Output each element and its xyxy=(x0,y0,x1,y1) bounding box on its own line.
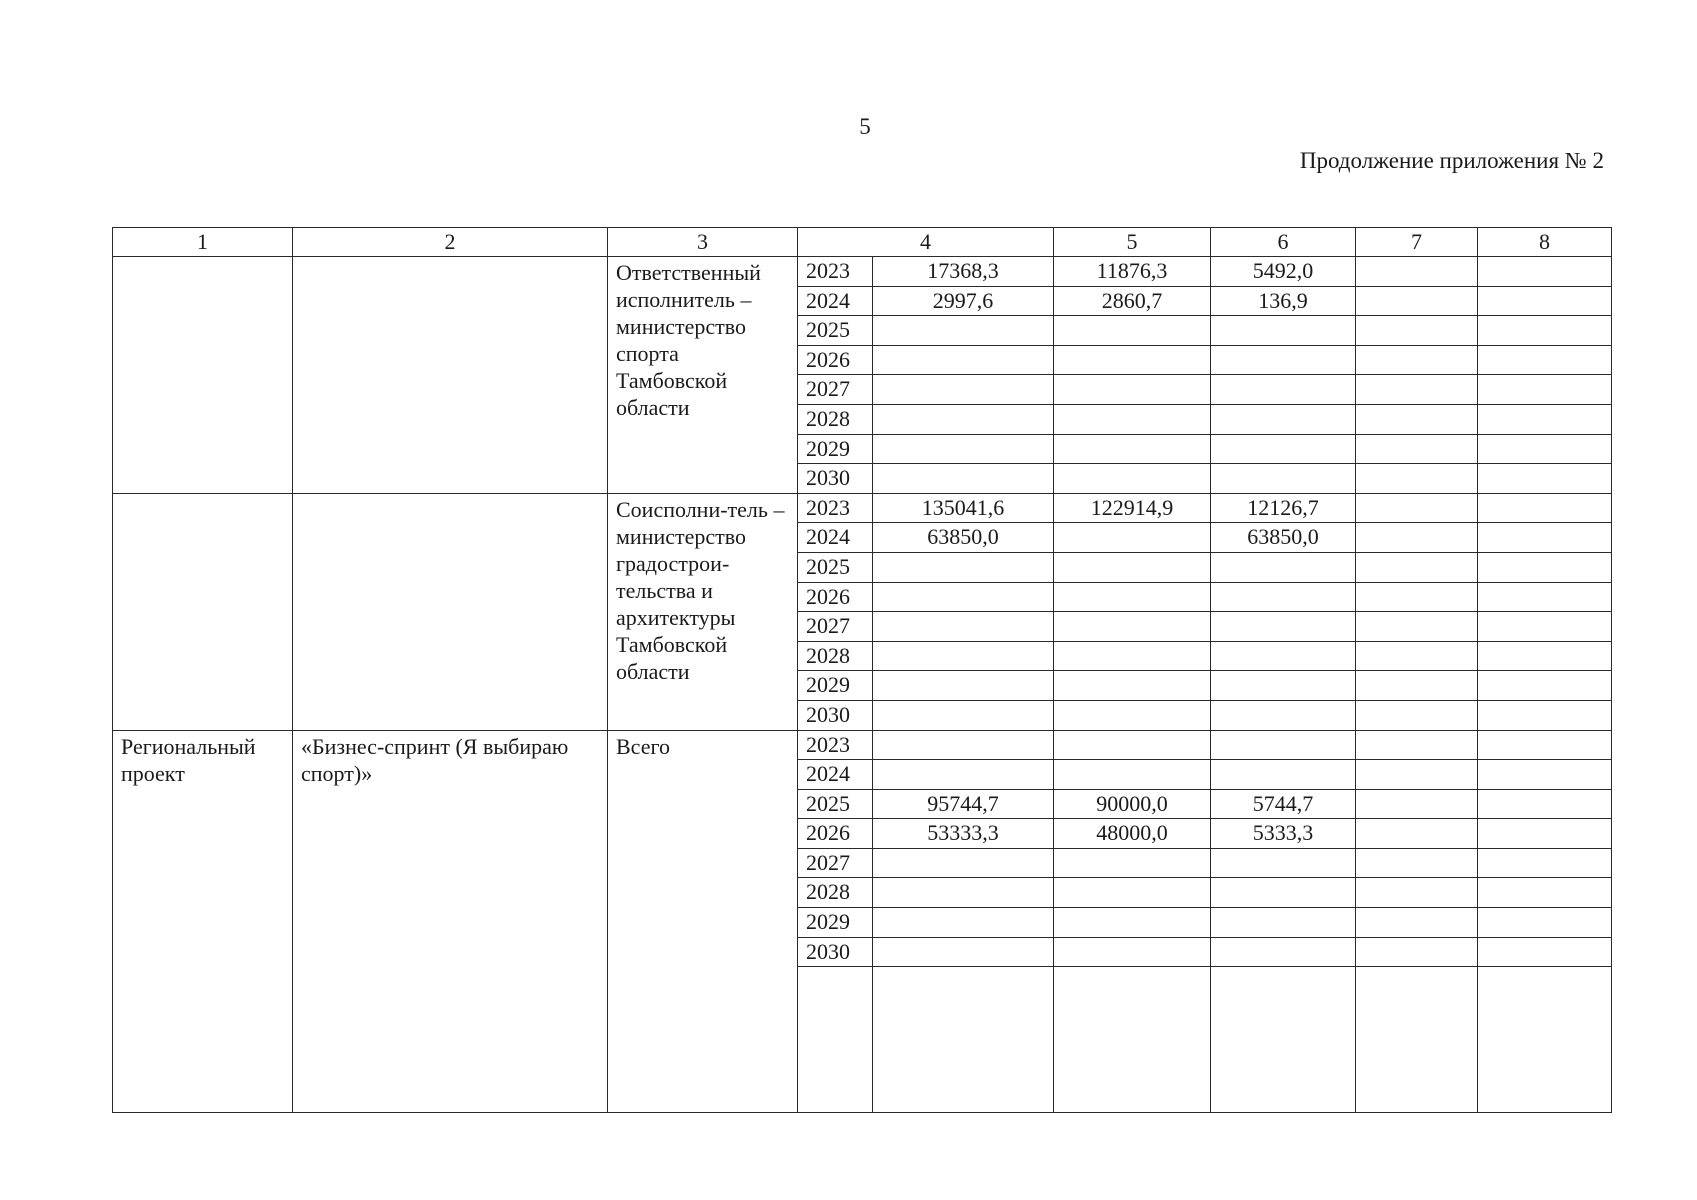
header-col-6: 6 xyxy=(1211,228,1356,257)
value-col-4 xyxy=(873,375,1054,405)
value-col-6 xyxy=(1211,730,1356,760)
value-col-5 xyxy=(1054,523,1211,553)
value-col-8 xyxy=(1478,375,1612,405)
year-cell: 2026 xyxy=(798,819,873,849)
value-col-6: 5492,0 xyxy=(1211,257,1356,287)
value-col-5: 11876,3 xyxy=(1054,257,1211,287)
value-col-6 xyxy=(1211,345,1356,375)
value-col-7 xyxy=(1356,316,1478,346)
value-col-5 xyxy=(1054,404,1211,434)
value-col-4 xyxy=(873,937,1054,967)
value-col-7 xyxy=(1356,375,1478,405)
header-col-4: 4 xyxy=(798,228,1054,257)
value-col-8 xyxy=(1478,848,1612,878)
header-col-1: 1 xyxy=(113,228,293,257)
value-col-4: 17368,3 xyxy=(873,257,1054,287)
value-col-8 xyxy=(1478,464,1612,494)
value-col-7 xyxy=(1356,523,1478,553)
header-col-5: 5 xyxy=(1054,228,1211,257)
value-col-4 xyxy=(873,848,1054,878)
value-col-8 xyxy=(1478,908,1612,938)
tail-cell xyxy=(1211,967,1356,1113)
value-col-5 xyxy=(1054,878,1211,908)
value-col-6: 5333,3 xyxy=(1211,819,1356,849)
value-col-5 xyxy=(1054,641,1211,671)
value-col-4 xyxy=(873,552,1054,582)
year-cell: 2023 xyxy=(798,257,873,287)
value-col-7 xyxy=(1356,257,1478,287)
value-col-7 xyxy=(1356,848,1478,878)
value-col-6 xyxy=(1211,671,1356,701)
value-col-8 xyxy=(1478,700,1612,730)
value-col-8 xyxy=(1478,345,1612,375)
year-cell: 2028 xyxy=(798,878,873,908)
value-col-4: 2997,6 xyxy=(873,286,1054,316)
header-col-2: 2 xyxy=(293,228,608,257)
tail-cell xyxy=(1356,967,1478,1113)
value-col-7 xyxy=(1356,641,1478,671)
value-col-7 xyxy=(1356,760,1478,790)
value-col-7 xyxy=(1356,493,1478,523)
group-3-col3: Всего xyxy=(608,730,798,1113)
year-cell: 2027 xyxy=(798,612,873,642)
value-col-5 xyxy=(1054,582,1211,612)
year-cell: 2026 xyxy=(798,582,873,612)
value-col-5 xyxy=(1054,552,1211,582)
page-number: 5 xyxy=(859,114,871,139)
value-col-6 xyxy=(1211,552,1356,582)
value-col-7 xyxy=(1356,345,1478,375)
group-2-col3: Соисполни-тель – министерство градострои-тельства и архитектуры Тамбовской области xyxy=(608,493,798,730)
value-col-5 xyxy=(1054,730,1211,760)
value-col-7 xyxy=(1356,612,1478,642)
group-2-col2 xyxy=(293,493,608,730)
year-cell: 2027 xyxy=(798,848,873,878)
value-col-7 xyxy=(1356,464,1478,494)
value-col-5 xyxy=(1054,316,1211,346)
value-col-6 xyxy=(1211,464,1356,494)
year-cell: 2024 xyxy=(798,286,873,316)
year-cell: 2025 xyxy=(798,789,873,819)
value-col-8 xyxy=(1478,760,1612,790)
value-col-7 xyxy=(1356,671,1478,701)
value-col-6 xyxy=(1211,937,1356,967)
value-col-7 xyxy=(1356,286,1478,316)
value-col-7 xyxy=(1356,582,1478,612)
year-cell: 2028 xyxy=(798,404,873,434)
group-2-col1 xyxy=(113,493,293,730)
value-col-5 xyxy=(1054,375,1211,405)
value-col-5: 90000,0 xyxy=(1054,789,1211,819)
value-col-6 xyxy=(1211,848,1356,878)
value-col-4 xyxy=(873,612,1054,642)
year-cell: 2025 xyxy=(798,316,873,346)
year-cell: 2028 xyxy=(798,641,873,671)
year-cell: 2030 xyxy=(798,464,873,494)
value-col-6: 136,9 xyxy=(1211,286,1356,316)
value-col-8 xyxy=(1478,671,1612,701)
value-col-6 xyxy=(1211,434,1356,464)
tail-cell xyxy=(798,967,873,1113)
value-col-5: 122914,9 xyxy=(1054,493,1211,523)
funding-table xyxy=(112,227,1612,1113)
group-3-col2: «Бизнес-спринт (Я выбираю спорт)» xyxy=(293,730,608,1113)
value-col-8 xyxy=(1478,582,1612,612)
value-col-4 xyxy=(873,464,1054,494)
value-col-7 xyxy=(1356,552,1478,582)
year-cell: 2027 xyxy=(798,375,873,405)
year-cell: 2030 xyxy=(798,937,873,967)
value-col-8 xyxy=(1478,257,1612,287)
year-cell: 2024 xyxy=(798,523,873,553)
value-col-7 xyxy=(1356,908,1478,938)
value-col-5 xyxy=(1054,671,1211,701)
group-1-col1 xyxy=(113,257,293,494)
value-col-5 xyxy=(1054,345,1211,375)
value-col-5 xyxy=(1054,464,1211,494)
value-col-5 xyxy=(1054,700,1211,730)
value-col-8 xyxy=(1478,552,1612,582)
value-col-6: 12126,7 xyxy=(1211,493,1356,523)
value-col-6 xyxy=(1211,316,1356,346)
value-col-7 xyxy=(1356,730,1478,760)
year-cell: 2029 xyxy=(798,434,873,464)
value-col-4 xyxy=(873,434,1054,464)
value-col-8 xyxy=(1478,523,1612,553)
value-col-4: 95744,7 xyxy=(873,789,1054,819)
value-col-7 xyxy=(1356,789,1478,819)
value-col-4 xyxy=(873,345,1054,375)
value-col-6 xyxy=(1211,878,1356,908)
value-col-4 xyxy=(873,582,1054,612)
tail-cell xyxy=(1478,967,1612,1113)
value-col-6 xyxy=(1211,908,1356,938)
header-col-8: 8 xyxy=(1478,228,1612,257)
value-col-7 xyxy=(1356,434,1478,464)
value-col-8 xyxy=(1478,404,1612,434)
header-col-7: 7 xyxy=(1356,228,1478,257)
value-col-7 xyxy=(1356,819,1478,849)
group-1-col2 xyxy=(293,257,608,494)
value-col-6: 5744,7 xyxy=(1211,789,1356,819)
table-row xyxy=(113,730,1612,760)
value-col-5 xyxy=(1054,760,1211,790)
tail-cell xyxy=(1054,967,1211,1113)
value-col-8 xyxy=(1478,286,1612,316)
value-col-4 xyxy=(873,730,1054,760)
value-col-8 xyxy=(1478,434,1612,464)
year-cell: 2029 xyxy=(798,671,873,701)
header-row xyxy=(113,228,1612,257)
value-col-6 xyxy=(1211,582,1356,612)
value-col-7 xyxy=(1356,700,1478,730)
value-col-4 xyxy=(873,671,1054,701)
value-col-5: 48000,0 xyxy=(1054,819,1211,849)
year-cell: 2030 xyxy=(798,700,873,730)
tail-cell xyxy=(873,967,1054,1113)
value-col-5 xyxy=(1054,848,1211,878)
value-col-7 xyxy=(1356,878,1478,908)
value-col-4 xyxy=(873,908,1054,938)
header-col-3: 3 xyxy=(608,228,798,257)
value-col-6 xyxy=(1211,760,1356,790)
value-col-4: 135041,6 xyxy=(873,493,1054,523)
value-col-8 xyxy=(1478,819,1612,849)
value-col-8 xyxy=(1478,612,1612,642)
value-col-4 xyxy=(873,700,1054,730)
value-col-8 xyxy=(1478,937,1612,967)
continuation-label: Продолжение приложения № 2 xyxy=(1299,148,1604,173)
value-col-8 xyxy=(1478,493,1612,523)
group-3-col1: Региональный проект xyxy=(113,730,293,1113)
value-col-4: 53333,3 xyxy=(873,819,1054,849)
value-col-6 xyxy=(1211,700,1356,730)
value-col-5 xyxy=(1054,937,1211,967)
year-cell: 2024 xyxy=(798,760,873,790)
value-col-4 xyxy=(873,760,1054,790)
value-col-8 xyxy=(1478,789,1612,819)
year-cell: 2023 xyxy=(798,730,873,760)
table-row xyxy=(113,493,1612,523)
year-cell: 2029 xyxy=(798,908,873,938)
value-col-4 xyxy=(873,641,1054,671)
value-col-8 xyxy=(1478,641,1612,671)
value-col-6: 63850,0 xyxy=(1211,523,1356,553)
value-col-4 xyxy=(873,316,1054,346)
value-col-8 xyxy=(1478,878,1612,908)
value-col-6 xyxy=(1211,375,1356,405)
value-col-7 xyxy=(1356,937,1478,967)
value-col-5 xyxy=(1054,612,1211,642)
value-col-4: 63850,0 xyxy=(873,523,1054,553)
value-col-5: 2860,7 xyxy=(1054,286,1211,316)
value-col-6 xyxy=(1211,612,1356,642)
value-col-4 xyxy=(873,878,1054,908)
value-col-8 xyxy=(1478,316,1612,346)
year-cell: 2025 xyxy=(798,552,873,582)
year-cell: 2023 xyxy=(798,493,873,523)
value-col-8 xyxy=(1478,730,1612,760)
year-cell: 2026 xyxy=(798,345,873,375)
value-col-7 xyxy=(1356,404,1478,434)
value-col-5 xyxy=(1054,434,1211,464)
table-row xyxy=(113,257,1612,287)
value-col-6 xyxy=(1211,404,1356,434)
value-col-5 xyxy=(1054,908,1211,938)
group-1-col3: Ответственный исполнитель – министерство спорта Тамбовской области xyxy=(608,257,798,494)
value-col-6 xyxy=(1211,641,1356,671)
value-col-4 xyxy=(873,404,1054,434)
